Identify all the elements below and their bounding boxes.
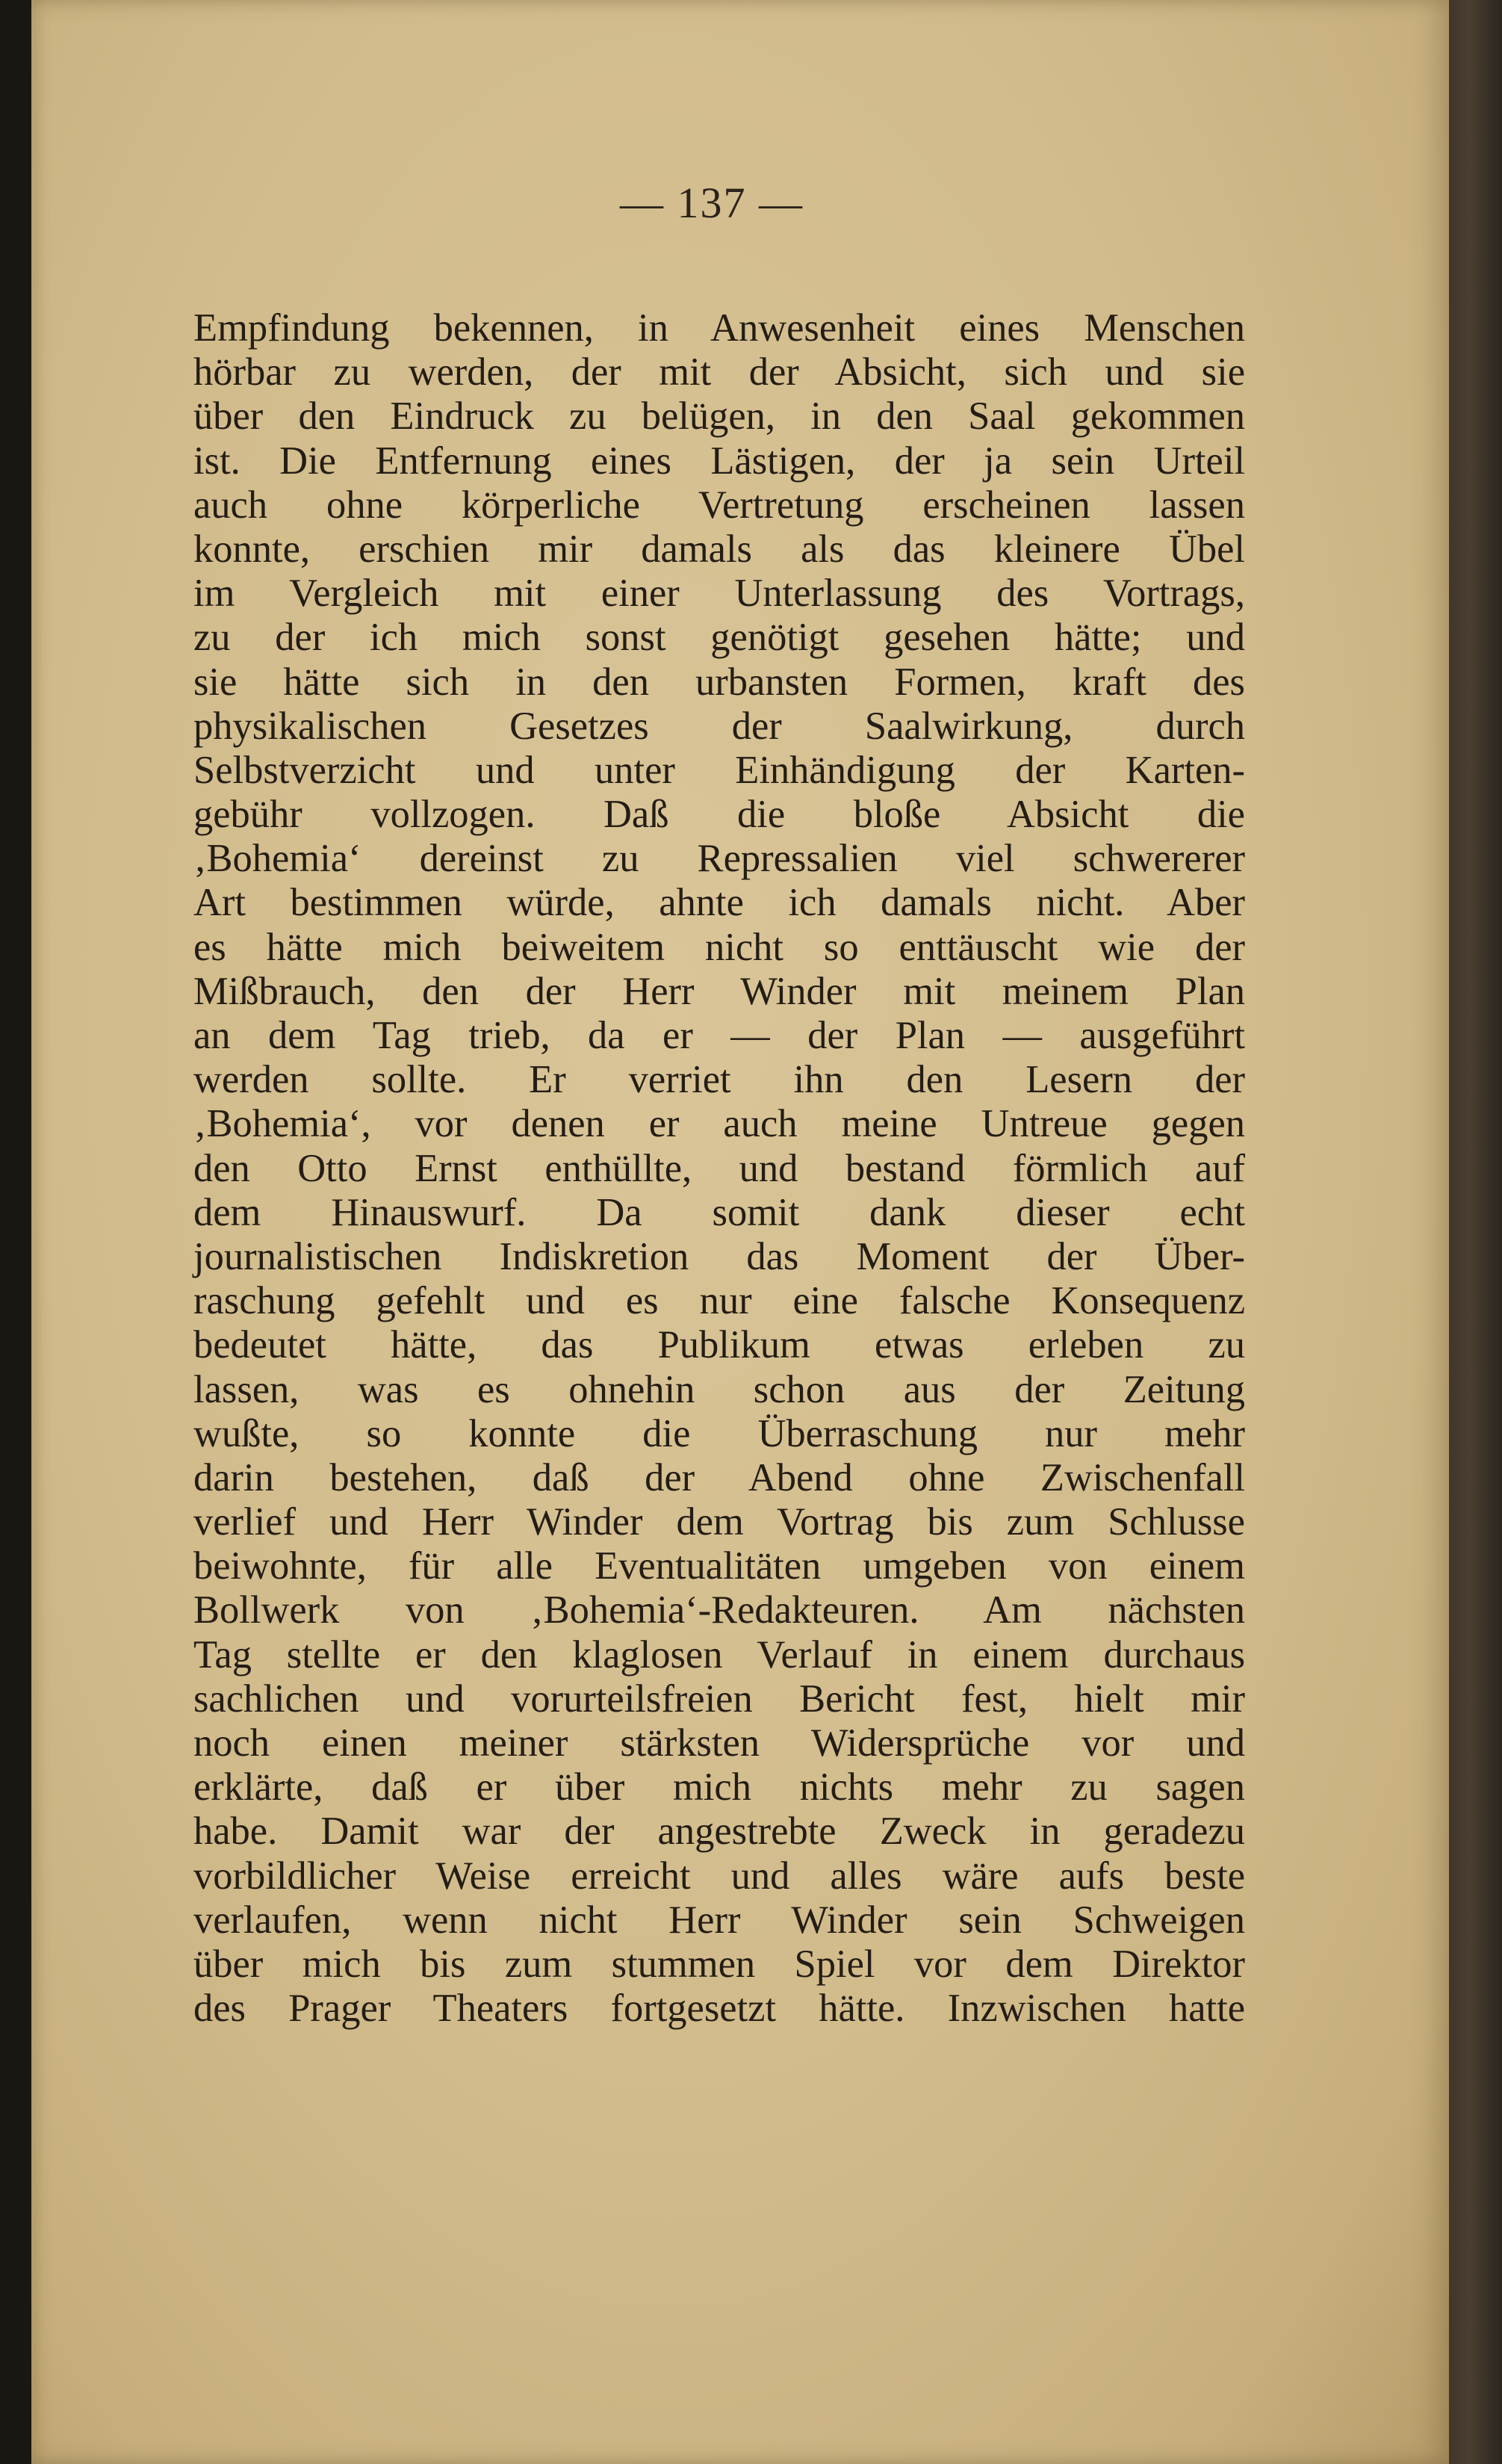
text-line: über den Eindruck zu belügen, in den Saal gekommen xyxy=(193,394,1245,439)
text-line: Art bestimmen würde, ahnte ich damals nicht. Aber xyxy=(193,881,1245,925)
text-line: Mißbrauch, den der Herr Winder mit meinem Plan xyxy=(193,969,1245,1013)
text-line: ‚Bohemia‘, vor denen er auch meine Untreue gegen xyxy=(193,1102,1245,1146)
text-line: sie hätte sich in den urbansten Formen, kraft des xyxy=(193,660,1245,704)
scan-background-left xyxy=(0,0,31,2464)
text-line: gebühr vollzogen. Daß die bloße Absicht die xyxy=(193,793,1245,837)
text-line: ist. Die Entfernung eines Lästigen, der ja sein Urteil xyxy=(193,439,1245,483)
text-line: Empfindung bekennen, in Anwesenheit eines Menschen xyxy=(193,306,1245,350)
text-line: auch ohne körperliche Vertretung erscheinen lassen xyxy=(193,483,1245,527)
text-line: vorbildlicher Weise erreicht und alles wäre aufs beste xyxy=(193,1854,1245,1898)
text-line: Tag stellte er den klaglosen Verlauf in einem durchaus xyxy=(193,1632,1245,1677)
text-line: habe. Damit war der angestrebte Zweck in geradezu xyxy=(193,1810,1245,1854)
text-line: ‚Bohemia‘ dereinst zu Repressalien viel schwererer xyxy=(193,837,1245,881)
text-line: konnte, erschien mir damals als das kleinere Übel xyxy=(193,527,1245,571)
book-page xyxy=(31,0,1449,2464)
text-line: wußte, so konnte die Überraschung nur mehr xyxy=(193,1411,1245,1455)
text-line: verlief und Herr Winder dem Vortrag bis zum Schlusse xyxy=(193,1500,1245,1544)
page-body-text xyxy=(193,306,1245,2031)
text-line: werden sollte. Er verriet ihn den Lesern der xyxy=(193,1058,1245,1102)
text-line: an dem Tag trieb, da er — der Plan — ausgeführt xyxy=(193,1014,1245,1057)
text-line: bedeutet hätte, das Publikum etwas erleben zu xyxy=(193,1323,1245,1367)
text-line: über mich bis zum stummen Spiel vor dem Direktor xyxy=(193,1942,1245,1986)
text-line: physikalischen Gesetzes der Saalwirkung, durch xyxy=(193,704,1245,748)
text-line: Selbstverzicht und unter Einhändigung der Karten- xyxy=(193,748,1245,792)
text-line: dem Hinauswurf. Da somit dank dieser echt xyxy=(193,1190,1245,1234)
text-line: sachlichen und vorurteilsfreien Bericht fest, hielt mir xyxy=(193,1677,1245,1721)
text-line: Bollwerk von ‚Bohemia‘-Redakteuren. Am nächsten xyxy=(193,1588,1245,1632)
text-line: hörbar zu werden, der mit der Absicht, sich und sie xyxy=(193,350,1245,394)
text-line: noch einen meiner stärksten Widersprüche vor und xyxy=(193,1721,1245,1765)
page-number: — 137 — xyxy=(620,179,804,227)
text-line: des Prager Theaters fortgesetzt hätte. Inzwischen hatte xyxy=(193,1987,1245,2031)
text-line: im Vergleich mit einer Unterlassung des Vortrags, xyxy=(193,572,1245,616)
text-line: es hätte mich beiweitem nicht so enttäuscht wie der xyxy=(193,925,1245,969)
text-line: den Otto Ernst enthüllte, und bestand förmlich auf xyxy=(193,1146,1245,1190)
text-line: verlaufen, wenn nicht Herr Winder sein Schweigen xyxy=(193,1898,1245,1942)
text-line: zu der ich mich sonst genötigt gesehen hätte; und xyxy=(193,616,1245,660)
text-line: journalistischen Indiskretion das Moment der Über- xyxy=(193,1234,1245,1278)
text-line: erklärte, daß er über mich nichts mehr zu sagen xyxy=(193,1765,1245,1810)
text-line: raschung gefehlt und es nur eine falsche Konsequenz xyxy=(193,1279,1245,1323)
text-line: beiwohnte, für alle Eventualitäten umgeben von einem xyxy=(193,1544,1245,1588)
text-line: lassen, was es ohnehin schon aus der Zeitung xyxy=(193,1367,1245,1411)
text-line: darin bestehen, daß der Abend ohne Zwischenfall xyxy=(193,1455,1245,1499)
